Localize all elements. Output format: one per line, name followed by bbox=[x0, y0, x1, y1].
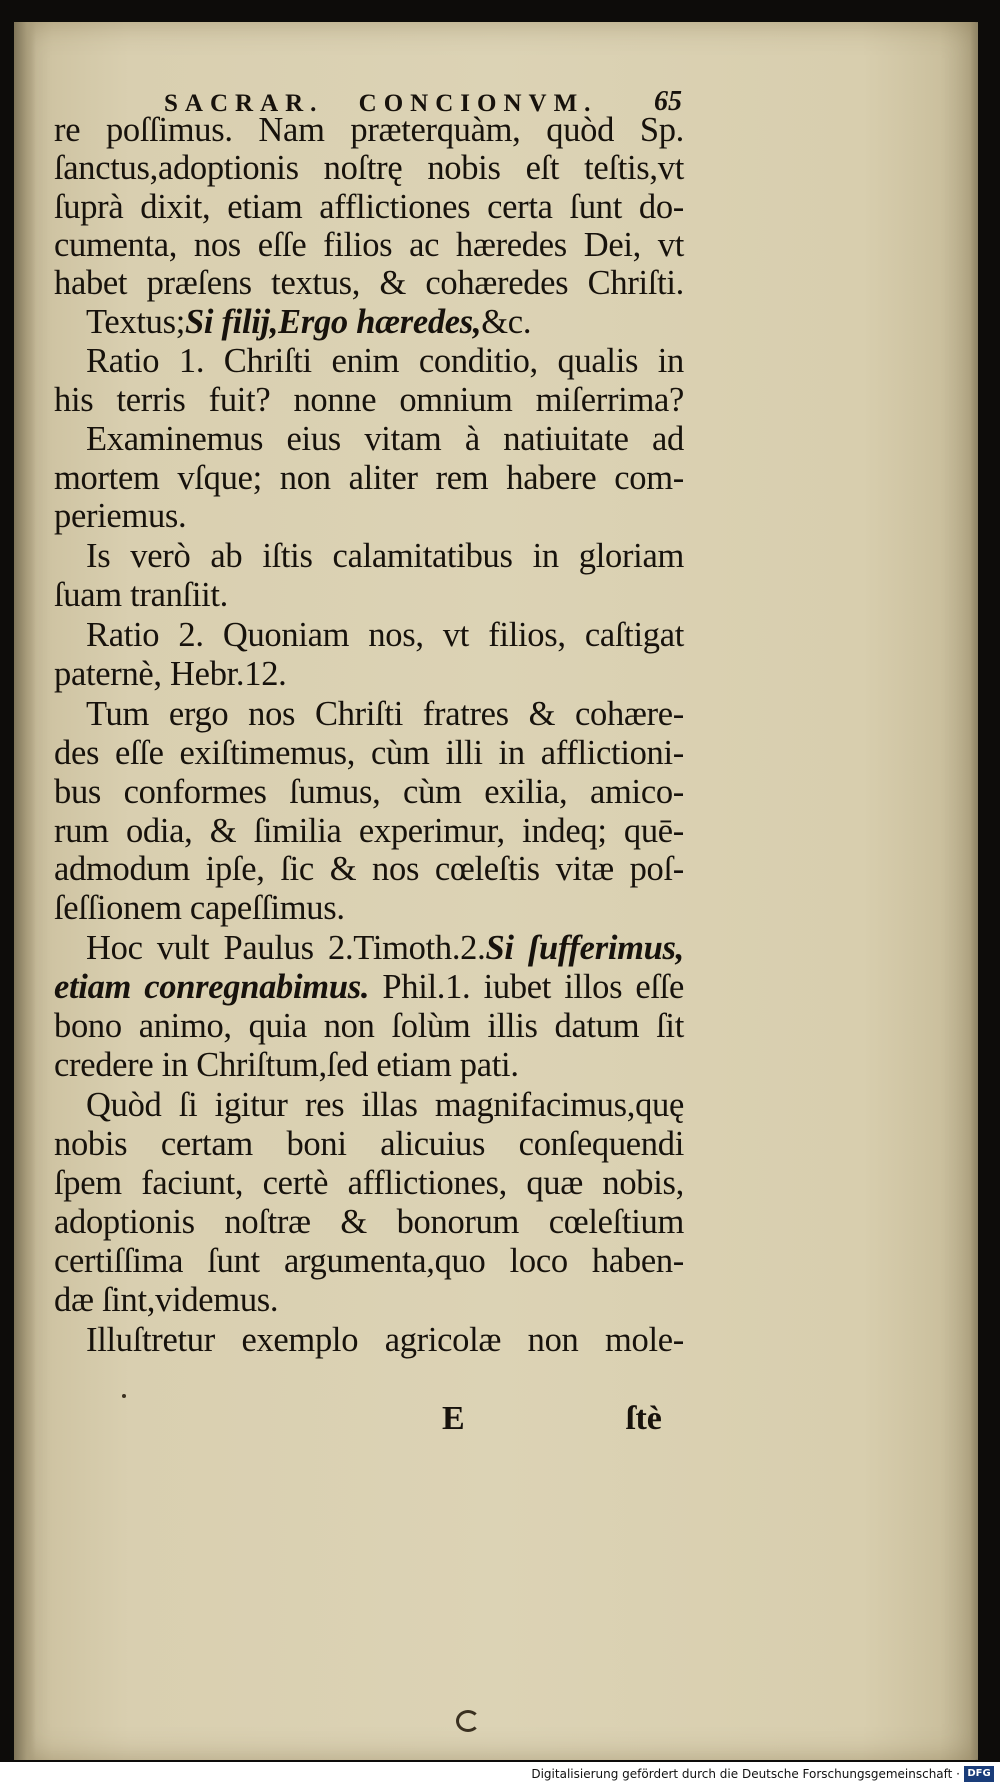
digitization-footer bbox=[0, 1762, 1000, 1788]
line-italic-quote: Si filij,Ergo hæredes, bbox=[184, 303, 482, 341]
catchword: ſtè bbox=[626, 1400, 662, 1437]
text-line: periemus. bbox=[54, 497, 187, 535]
ink-speck bbox=[122, 1394, 126, 1398]
text-line: nobis certam boni alicuius conſequendi bbox=[54, 1125, 684, 1163]
text-line: ſeſſionem capeſſimus. bbox=[54, 889, 345, 927]
text-line bbox=[54, 967, 684, 1007]
text-line: ſuam tranſiit. bbox=[54, 576, 229, 614]
ink-mark bbox=[456, 1710, 480, 1732]
text-line: adoptionis noſtræ & bonorum cœleſtium bbox=[54, 1203, 684, 1241]
line-italic-quote: Si ſufferimus, bbox=[485, 929, 684, 967]
running-head: SACRAR. CONCIONVM. bbox=[164, 90, 598, 117]
text-line: mortem vſque; non aliter rem habere com- bbox=[54, 459, 684, 497]
page-edge-shadow bbox=[970, 22, 978, 1760]
line-roman-part: Hoc vult Paulus 2.Timoth.2. bbox=[86, 929, 486, 967]
text-line: credere in Chriſtum,ſed etiam pati. bbox=[54, 1046, 519, 1084]
text-line: Quòd ſi igitur res illas magnifacimus,quę bbox=[86, 1086, 684, 1124]
text-line: bono animo, quia non ſolùm illis datum ſit bbox=[54, 1007, 684, 1045]
signature-mark: E bbox=[442, 1400, 465, 1437]
text-line: rum odia, & ſimilia experimur, indeq; quē- bbox=[54, 812, 684, 850]
text-line: Examinemus eius vitam à natiuitate ad bbox=[86, 420, 684, 458]
text-line: bus conformes ſumus, cùm exilia, amico- bbox=[54, 773, 684, 811]
line-roman-part: &c. bbox=[481, 303, 532, 341]
text-line: des eſſe exiſtimemus, cùm illi in afflictioni- bbox=[54, 734, 684, 772]
book-page bbox=[14, 22, 978, 1760]
text-line: cumenta, nos eſſe filios ac hæredes Dei, vt bbox=[54, 226, 684, 264]
text-line: Is verò ab iſtis calamitatibus in gloriam bbox=[86, 537, 684, 575]
dfg-logo: DFG bbox=[964, 1766, 994, 1782]
text-line bbox=[86, 302, 684, 342]
text-line: admodum ipſe, ſic & nos cœleſtis vitæ poſ- bbox=[54, 850, 684, 888]
footer-credit: Digitalisierung gefördert durch die Deutsche Forschungsgemeinschaft · bbox=[531, 1767, 960, 1781]
text-line: dæ ſint,videmus. bbox=[54, 1281, 279, 1319]
page-binding-shadow bbox=[14, 22, 36, 1760]
text-line: ſuprà dixit, etiam afflictiones certa ſunt do- bbox=[54, 188, 684, 226]
text-line: Illuſtretur exemplo agricolæ non mole- bbox=[86, 1321, 684, 1359]
text-line: Tum ergo nos Chriſti fratres & cohære- bbox=[86, 695, 684, 733]
text-line: habet præſens textus, & cohæredes Chriſti. bbox=[54, 264, 684, 302]
line-italic-quote: etiam conregnabimus. bbox=[54, 968, 370, 1006]
text-line: ſpem faciunt, certè afflictiones, quæ nobis, bbox=[54, 1164, 684, 1202]
text-line: his terris fuit? nonne omnium miſerrima? bbox=[54, 381, 684, 419]
page-number: 65 bbox=[654, 86, 682, 117]
text-line: paternè, Hebr.12. bbox=[54, 655, 287, 693]
text-line bbox=[86, 928, 684, 968]
line-roman-part: Textus; bbox=[86, 303, 185, 341]
text-line: Ratio 2. Quoniam nos, vt filios, caſtigat bbox=[86, 616, 684, 654]
text-line: ſanctus,adoptionis noſtrę nobis eſt teſtis,vt bbox=[54, 149, 684, 187]
text-line: certiſſima ſunt argumenta,quo loco haben- bbox=[54, 1242, 684, 1280]
line-roman-part: Phil.1. iubet illos eſſe bbox=[369, 968, 685, 1006]
text-line: re poſſimus. Nam præterquàm, quòd Sp. bbox=[54, 111, 684, 149]
text-line: Ratio 1. Chriſti enim conditio, qualis in bbox=[86, 342, 684, 380]
